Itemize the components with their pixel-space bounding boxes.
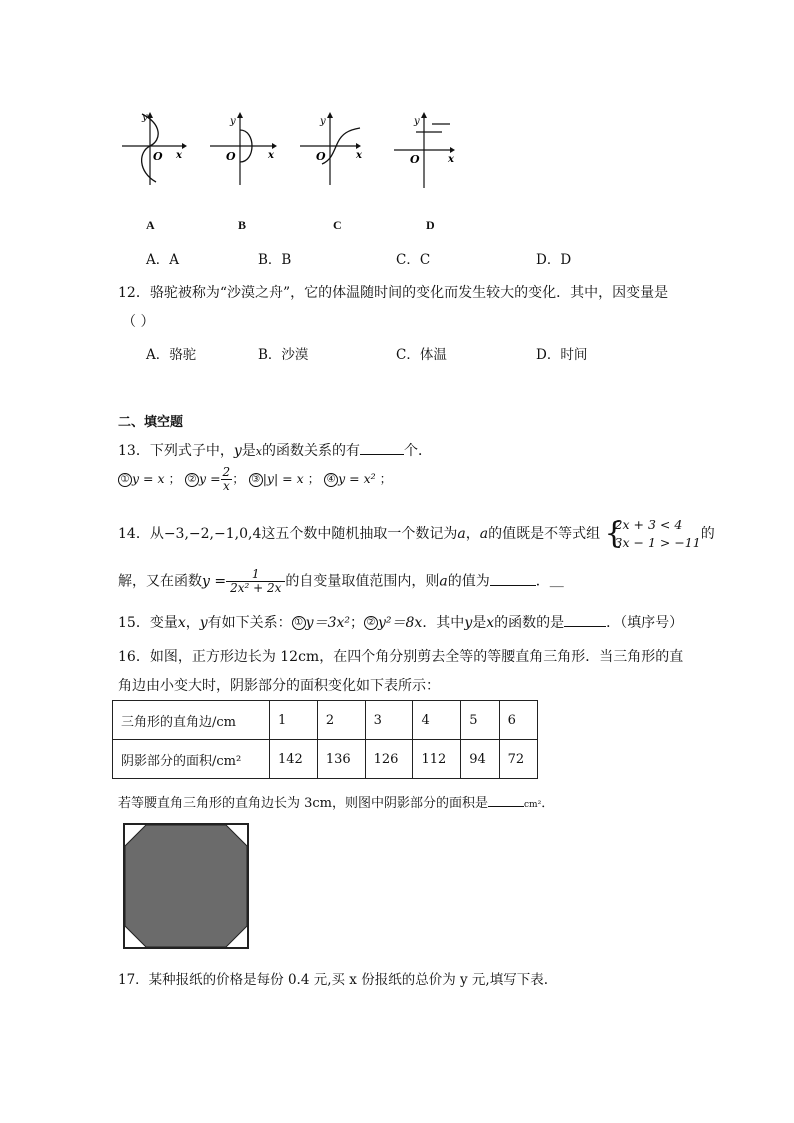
table-header-cell: 阴影部分的面积/cm² — [113, 740, 270, 779]
q12-option-c[interactable]: C．体温 — [396, 347, 447, 363]
table-cell: 4 — [413, 701, 461, 740]
table-cell: 94 — [461, 740, 499, 779]
graph-a-x-label: x — [176, 150, 182, 161]
q14-inequality-system: { 2x + 3 < 4 3x − 1 > −11 — [604, 516, 701, 551]
q14-line1: 14．从−3,−2,−1,0,4这五个数中随机抽取一个数记为a，a的值既是不等式组 { 2x + 3 < 4 3x − 1 > −11 的 — [118, 516, 715, 551]
table-header-cell: 三角形的直角边/cm — [113, 701, 270, 740]
graph-c-caption: C — [333, 218, 342, 232]
q16-question: 若等腰直角三角形的直角边长为 3cm，则图中阴影部分的面积是 cm²． — [118, 796, 555, 811]
q12-option-b[interactable]: B．沙漠 — [258, 347, 309, 363]
q15-answer-blank[interactable] — [564, 614, 606, 627]
graph-c-origin: O — [316, 150, 326, 163]
table-cell: 136 — [317, 740, 365, 779]
graph-b-caption: B — [238, 218, 247, 232]
graph-d — [392, 110, 472, 190]
graph-c-y-label: y — [320, 116, 326, 127]
graph-b — [208, 110, 288, 190]
q12-option-a[interactable]: A．骆驼 — [146, 347, 197, 363]
graph-c — [298, 110, 378, 190]
q12-option-d[interactable]: D．时间 — [536, 347, 588, 363]
graph-a-origin: O — [153, 150, 163, 163]
q17-text: 17．某种报纸的价格是每份 0.4 元,买 x 份报纸的总价为 y 元,填写下表. — [118, 972, 549, 988]
table-cell: 6 — [499, 701, 537, 740]
octagon-figure — [122, 822, 250, 950]
section-title: 二、填空题 — [118, 415, 184, 430]
table-cell: 72 — [499, 740, 537, 779]
table-row — [113, 740, 538, 779]
graph-d-caption: D — [426, 218, 435, 232]
q11-option-a[interactable]: A．A — [146, 252, 179, 268]
table-cell: 1 — [270, 701, 318, 740]
q11-option-c[interactable]: C．C — [396, 252, 431, 268]
table-cell: 2 — [317, 701, 365, 740]
graph-d-origin: O — [410, 153, 420, 166]
graph-d-x-label: x — [448, 154, 454, 165]
table-cell: 3 — [365, 701, 413, 740]
graph-a-y-label: y — [142, 112, 148, 123]
table-cell: 5 — [461, 701, 499, 740]
q12-answer-paren: （ ） — [122, 314, 155, 330]
q16-answer-blank[interactable] — [488, 794, 524, 807]
graph-c-x-label: x — [356, 150, 362, 161]
q14-line2: 解，又在函数y = $\frac{1}{\text{2x² + 2x}}$ 的自变量取值范围内，则a的值为 ．＿ — [118, 567, 564, 595]
q13-answer-blank[interactable] — [360, 442, 404, 455]
q16-table — [112, 700, 538, 779]
q16-line2: 角边由小变大时，阴影部分的面积变化如下表所示： — [118, 678, 440, 694]
q13-text: 13．下列式子中，y是x的函数关系的有 个． — [118, 443, 432, 459]
q15-text: 15．变量x，y有如下关系： ① y＝3x²； ② y²＝8x．其中y是x的函数的是 ．（填序号） — [118, 615, 684, 631]
q12-text: 12．骆驼被称为“沙漠之舟”，它的体温随时间的变化而发生较大的变化．其中，因变量是 — [118, 285, 669, 301]
q11-option-b[interactable]: B．B — [258, 252, 292, 268]
graph-d-y-label: y — [414, 116, 420, 127]
q16-line1: 16．如图，正方形边长为 12cm，在四个角分别剪去全等的等腰直角三角形．当三角形的直 — [118, 649, 684, 665]
table-cell: 126 — [365, 740, 413, 779]
table-cell: 142 — [270, 740, 318, 779]
graph-a-caption: A — [146, 218, 155, 232]
q13-items: ① y = x ； ② y = $\frac{2}{x}$ ； ③ |y| = x ； ④ y = x² ； — [118, 466, 392, 493]
graph-b-y-label: y — [230, 116, 236, 127]
graph-a — [120, 110, 200, 190]
graph-b-x-label: x — [268, 150, 274, 161]
graph-b-origin: O — [226, 150, 236, 163]
q14-answer-blank[interactable] — [490, 573, 536, 586]
table-row — [113, 701, 538, 740]
q11-option-d[interactable]: D．D — [536, 252, 572, 268]
table-cell: 112 — [413, 740, 461, 779]
